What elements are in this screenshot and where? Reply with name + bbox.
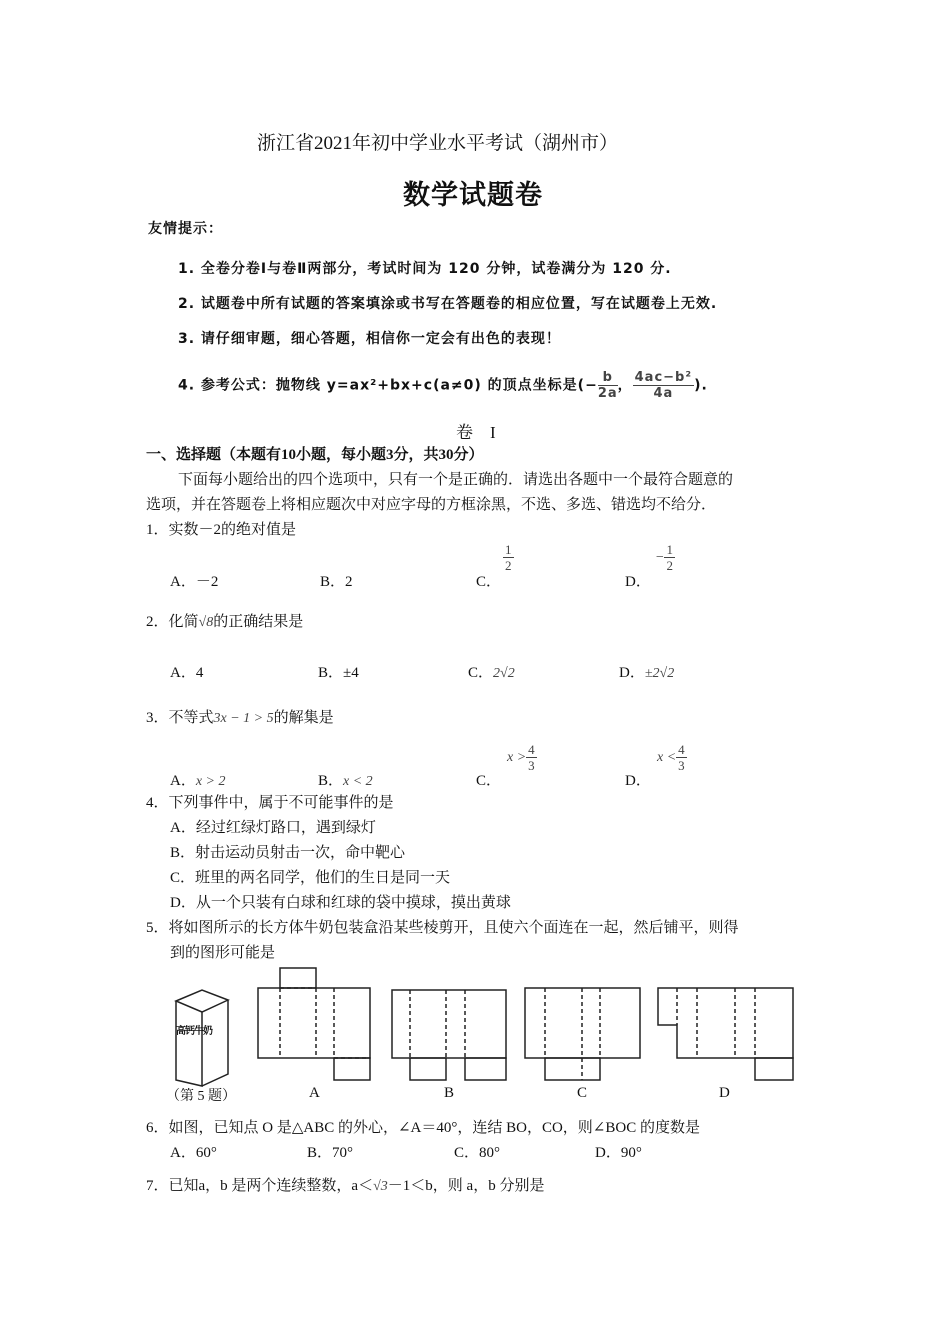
q6-option-c: C．80°	[454, 1145, 501, 1161]
q4-option-d: D．从一个只装有白球和红球的袋中摸球，摸出黄球	[170, 895, 511, 911]
tips-heading: 友情提示：	[148, 221, 223, 237]
q2-option-d: D．±2√2	[619, 665, 675, 681]
section-heading: 一、选择题（本题有10小题，每小题3分，共30分）	[146, 447, 484, 463]
q5-stem-1: 5．将如图所示的长方体牛奶包装盒沿某些棱剪开，且使六个面连在一起，然后铺平，则得	[146, 920, 739, 936]
q5-caption: （第 5 题）	[166, 1089, 236, 1104]
net-a-label: A	[309, 1085, 320, 1101]
q1-option-c: C．	[476, 574, 502, 590]
volume-label: 卷 I	[456, 423, 496, 442]
q7-stem: 7．已知a，b 是两个连续整数，a＜√3－1＜b，则 a，b 分别是	[146, 1178, 545, 1194]
net-a	[258, 968, 370, 1080]
q1-option-a: A．－2	[170, 574, 219, 590]
q1-c-frac: $\frac{1}{2}$	[505, 542, 512, 573]
formula-frac-1: $\frac{b}{2a}$	[597, 370, 618, 401]
q3-c-math: x > $\frac{4}{3}$	[507, 742, 535, 773]
q3-option-a: A．x > 2	[170, 773, 226, 789]
q3-option-c: C．	[476, 773, 502, 789]
net-b	[392, 990, 506, 1080]
q3-option-b: B．x < 2	[318, 773, 373, 789]
milk-box	[176, 990, 228, 1086]
q6-option-b: B．70°	[307, 1145, 354, 1161]
q1-stem: 1．实数－2的绝对值是	[146, 522, 297, 538]
q2-option-c: C．2√2	[468, 665, 515, 681]
q4-option-a: A．经过红绿灯路口，遇到绿灯	[170, 820, 376, 836]
q2-option-b: B．±4	[318, 665, 359, 681]
net-c	[525, 988, 640, 1080]
net-d	[658, 988, 793, 1080]
tip-1: 1. 全卷分卷Ⅰ与卷Ⅱ两部分，考试时间为 120 分钟，试卷满分为 120 分.	[178, 261, 672, 277]
q3-option-d: D．	[625, 773, 651, 789]
tip-2: 2. 试题卷中所有试题的答案填涂或书写在答题卷的相应位置，写在试题卷上无效.	[178, 296, 718, 312]
q1-option-d: D．	[625, 574, 651, 590]
q3-stem: 3．不等式3x − 1 > 5的解集是	[146, 710, 334, 726]
net-b-label: B	[444, 1085, 455, 1101]
q4-stem: 4．下列事件中，属于不可能事件的是	[146, 795, 394, 811]
q3-d-math: x < $\frac{4}{3}$	[657, 742, 685, 773]
q5-stem-2: 到的图形可能是	[170, 945, 276, 961]
exam-subtitle: 数学试题卷	[403, 180, 543, 211]
q2-stem: 2．化简√8的正确结果是	[146, 614, 304, 630]
exam-title: 浙江省2021年初中学业水平考试（湖州市）	[257, 133, 619, 154]
tip-3: 3. 请仔细审题，细心答题，相信你一定会有出色的表现！	[178, 331, 561, 347]
q6-option-a: A．60°	[170, 1145, 217, 1161]
net-c-label: C	[577, 1085, 588, 1101]
tip-4-text: 4. 参考公式：抛物线 y=ax²+bx+c(a≠0) 的顶点坐标是(−	[178, 377, 598, 394]
q1-option-b: B．2	[320, 574, 353, 590]
q6-stem: 6．如图，已知点 O 是△ABC 的外心，∠A＝40°，连结 BO，CO，则∠BOC 的度数是	[146, 1120, 700, 1136]
q4-option-b: B．射击运动员射击一次，命中靶心	[170, 845, 406, 861]
q6-option-d: D．90°	[595, 1145, 642, 1161]
q2-option-a: A．4	[170, 665, 204, 681]
section-intro-1: 下面每小题给出的四个选项中，只有一个是正确的．请选出各题中一个最符合题意的	[178, 472, 734, 488]
formula-frac-2: $\frac{\text{4ac−b²}}{4a}$	[634, 370, 693, 401]
milk-box-label: 高钙牛奶	[176, 1026, 212, 1037]
section-intro-2: 选项，并在答题卷上将相应题次中对应字母的方框涂黑，不选、多选、错选均不给分．	[146, 497, 717, 513]
net-d-label: D	[719, 1085, 730, 1101]
q1-d-frac: − $\frac{1}{2}$	[655, 542, 673, 573]
q4-option-c: C．班里的两名同学，他们的生日是同一天	[170, 870, 451, 886]
tip-4: 4. 参考公式：抛物线 y=ax²+bx+c(a≠0) 的顶点坐标是(− $\frac{b}{2a}$ ， $\frac{\text{4ac−b²}}{4a}$ ).	[178, 370, 708, 401]
